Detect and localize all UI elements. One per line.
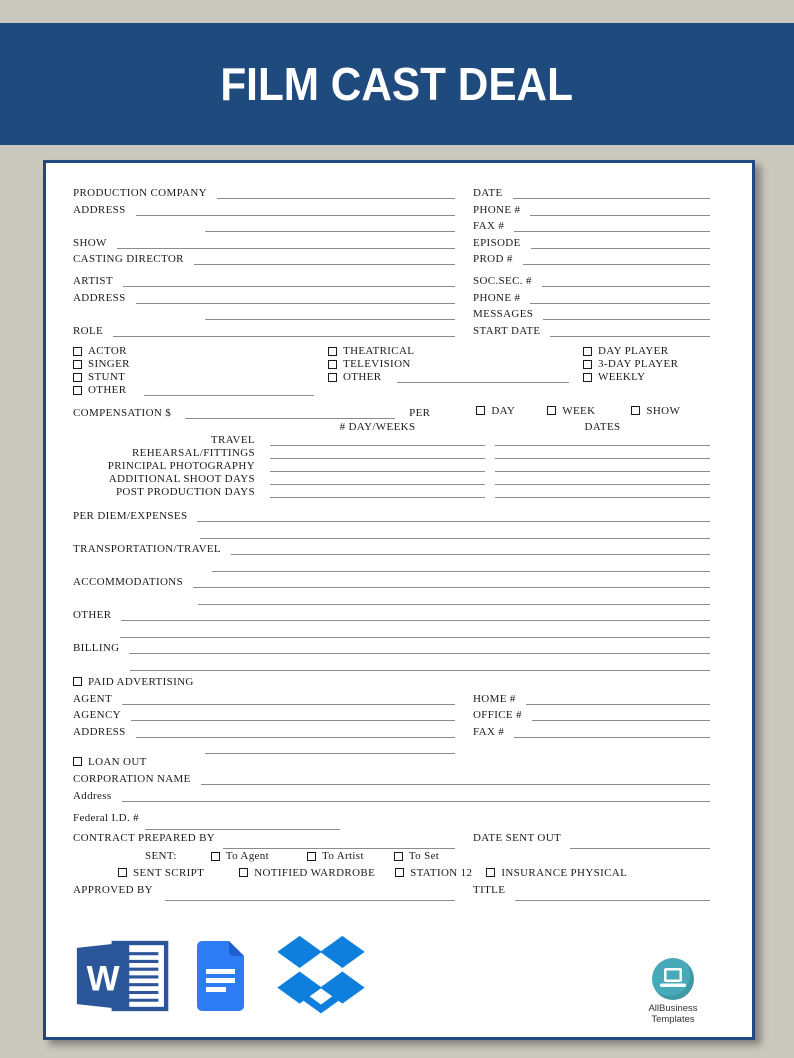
laptop-icon	[652, 958, 694, 1000]
per-week-checkbox[interactable]	[547, 406, 556, 415]
checkbox-label: DAY	[491, 404, 516, 417]
field-label: SOC.SEC. #	[473, 275, 532, 288]
soc-sec-field[interactable]	[542, 283, 710, 287]
to-set-checkbox[interactable]	[394, 852, 403, 861]
expense-row	[73, 506, 710, 523]
checkbox-label: WEEKLY	[598, 371, 646, 384]
field-label: OTHER	[73, 609, 112, 622]
form-row	[73, 216, 710, 232]
checkbox-label: DAY PLAYER	[598, 345, 669, 358]
page-title: FILM CAST DEAL	[220, 58, 574, 110]
notified-wardrobe-checkbox[interactable]	[239, 868, 248, 877]
billing-continuation-field[interactable]	[130, 667, 710, 671]
other-continuation-field[interactable]	[120, 634, 710, 638]
compensation-field[interactable]	[185, 415, 395, 419]
accommodations-field[interactable]	[193, 584, 710, 588]
per-label: PER	[409, 406, 431, 419]
field-label: PRODUCTION COMPANY	[73, 187, 207, 200]
per-diem-field[interactable]	[197, 518, 710, 522]
compensation-row	[73, 403, 710, 419]
billing-field[interactable]	[129, 650, 710, 654]
checkbox-label: TELEVISION	[343, 358, 411, 371]
start-date-field[interactable]	[550, 333, 710, 337]
artist-address-field[interactable]	[136, 300, 455, 304]
field-label: FAX #	[473, 220, 505, 233]
other-role-field[interactable]	[144, 392, 314, 396]
field-label: PROD #	[473, 252, 513, 265]
form-row	[73, 199, 710, 215]
checkbox-row	[73, 371, 710, 384]
role-field[interactable]	[113, 333, 455, 337]
to-agent-checkbox[interactable]	[211, 852, 220, 861]
form-row	[73, 320, 710, 336]
agent-address-continuation-field[interactable]	[205, 750, 455, 754]
address-field[interactable]	[136, 212, 455, 216]
federal-id-field[interactable]	[145, 826, 340, 830]
per-show-checkbox[interactable]	[631, 406, 640, 415]
agent-field[interactable]	[122, 701, 455, 705]
schedule-row	[73, 472, 710, 485]
field-label: ADDRESS	[73, 203, 126, 216]
schedule-row	[73, 446, 710, 459]
checkbox-label: THEATRICAL	[343, 345, 415, 358]
rehearsal-dates-field[interactable]	[495, 455, 710, 459]
checkbox-label: WEEK	[562, 404, 596, 417]
field-label: Address	[73, 789, 112, 802]
checkbox-label: STUNT	[88, 371, 126, 384]
field-label: PHONE #	[473, 203, 521, 216]
transportation-continuation-field[interactable]	[212, 568, 710, 572]
field-label: Federal I.D. #	[73, 811, 139, 824]
form-content	[73, 183, 710, 1015]
expense-row	[73, 638, 710, 655]
stunt-checkbox[interactable]	[73, 373, 82, 382]
compensation-label: COMPENSATION $	[73, 406, 172, 419]
google-docs-icon[interactable]	[192, 940, 249, 1012]
schedule-row	[73, 459, 710, 472]
schedule-row-label: REHEARSAL/FITTINGS	[131, 446, 255, 459]
form-row	[73, 830, 710, 844]
corporation-address-field[interactable]	[122, 798, 710, 802]
field-label: CONTRACT PREPARED BY	[73, 831, 216, 844]
checkbox-label: PAID ADVERTISING	[88, 675, 194, 688]
field-label: AGENCY	[73, 709, 121, 722]
checkbox-label: SENT SCRIPT	[133, 866, 205, 879]
form-row	[73, 689, 710, 705]
form-row	[73, 705, 710, 721]
schedule-row-label: TRAVEL	[210, 433, 255, 446]
other-field[interactable]	[121, 617, 710, 621]
schedule-row-label: PRINCIPAL PHOTOGRAPHY	[107, 459, 255, 472]
field-label: APPROVED BY	[73, 883, 153, 896]
schedule-row	[73, 433, 710, 446]
loan-out-row	[73, 754, 710, 769]
theatrical-checkbox[interactable]	[328, 347, 337, 356]
form-row	[73, 304, 710, 320]
paid-advertising-row	[73, 675, 710, 689]
field-label: TITLE	[473, 883, 506, 896]
checkbox-label: INSURANCE PHYSICAL	[501, 866, 628, 879]
corporation-name-field[interactable]	[201, 781, 710, 785]
format-icons-row	[73, 937, 710, 1015]
logo-text: AllBusiness Templates	[648, 1002, 698, 1025]
form-row	[73, 721, 710, 737]
artist-field[interactable]	[123, 283, 455, 287]
field-label: PER DIEM/EXPENSES	[73, 510, 188, 523]
agent-fax-field[interactable]	[514, 734, 710, 738]
field-label: OFFICE #	[473, 709, 522, 722]
dropbox-icon[interactable]	[273, 935, 369, 1017]
checkbox-label: STATION 12	[410, 866, 473, 879]
photography-days-field[interactable]	[270, 468, 485, 472]
sent-script-checkbox[interactable]	[118, 868, 127, 877]
per-diem-continuation-field[interactable]	[200, 535, 710, 539]
checkbox-row	[73, 358, 710, 371]
form-row	[73, 882, 710, 896]
other-role-checkbox[interactable]	[73, 386, 82, 395]
form-row	[73, 738, 710, 754]
form-panel	[43, 160, 755, 1040]
field-label: FAX #	[473, 725, 505, 738]
date-sent-out-field[interactable]	[570, 845, 710, 849]
dates-header: DATES	[584, 420, 621, 433]
form-row	[73, 249, 710, 265]
checkbox-label: ACTOR	[88, 345, 127, 358]
prod-number-field[interactable]	[523, 261, 710, 265]
photography-dates-field[interactable]	[495, 468, 710, 472]
field-label: HOME #	[473, 692, 516, 705]
station-12-checkbox[interactable]	[395, 868, 404, 877]
checkbox-row	[73, 345, 710, 358]
checkbox-label: To Set	[408, 850, 440, 863]
schedule-header-row	[73, 419, 710, 433]
additional-dates-field[interactable]	[495, 481, 710, 485]
schedule-row	[73, 485, 710, 498]
expense-row	[73, 572, 710, 589]
artist-address-continuation-field[interactable]	[205, 316, 455, 320]
day-player-checkbox[interactable]	[583, 347, 592, 356]
rehearsal-days-field[interactable]	[270, 455, 485, 459]
schedule-row-label: POST PRODUCTION DAYS	[115, 485, 255, 498]
checkbox-label: NOTIFIED WARDROBE	[254, 866, 376, 879]
address-continuation-field[interactable]	[205, 228, 455, 232]
svg-text:W: W	[86, 959, 120, 999]
messages-field[interactable]	[543, 316, 710, 320]
artist-phone-field[interactable]	[530, 300, 710, 304]
production-company-field[interactable]	[217, 195, 455, 199]
weekly-checkbox[interactable]	[583, 373, 592, 382]
additional-days-field[interactable]	[270, 481, 485, 485]
field-label: PHONE #	[473, 291, 521, 304]
allbusinesstemplates-logo[interactable]	[630, 958, 716, 1025]
casting-director-field[interactable]	[194, 261, 455, 265]
show-field[interactable]	[117, 245, 455, 249]
checkbox-label: OTHER	[88, 384, 127, 397]
checkbox-label: To Agent	[225, 850, 270, 863]
office-phone-field[interactable]	[532, 717, 710, 721]
transportation-field[interactable]	[231, 551, 710, 555]
form-row	[73, 183, 710, 199]
paid-advertising-checkbox[interactable]	[73, 677, 82, 686]
singer-checkbox[interactable]	[73, 360, 82, 369]
accommodations-continuation-field[interactable]	[198, 601, 710, 605]
episode-field[interactable]	[531, 245, 710, 249]
insurance-physical-checkbox[interactable]	[486, 868, 495, 877]
header-band	[0, 23, 794, 145]
form-row	[73, 232, 710, 248]
field-label: CASTING DIRECTOR	[73, 252, 184, 265]
field-label: BILLING	[73, 642, 120, 655]
field-label: START DATE	[473, 324, 541, 337]
travel-dates-field[interactable]	[495, 442, 710, 446]
other-medium-checkbox[interactable]	[328, 373, 337, 382]
checkbox-label: 3-DAY PLAYER	[598, 358, 679, 371]
field-label: ADDRESS	[73, 725, 126, 738]
field-label: TRANSPORTATION/TRAVEL	[73, 543, 222, 556]
other-medium-field[interactable]	[397, 379, 569, 383]
ms-word-icon[interactable]	[73, 938, 170, 1014]
field-label: EPISODE	[473, 236, 521, 249]
to-artist-checkbox[interactable]	[307, 852, 316, 861]
title-field[interactable]	[515, 897, 710, 901]
status-row	[73, 864, 710, 882]
field-label: ARTIST	[73, 275, 113, 288]
checkbox-label: SINGER	[88, 358, 130, 371]
expense-row	[73, 605, 710, 622]
post-production-days-field[interactable]	[270, 494, 485, 498]
checkbox-label: LOAN OUT	[88, 755, 147, 768]
field-label: MESSAGES	[473, 308, 534, 321]
checkbox-label: SHOW	[646, 404, 681, 417]
field-label: DATE SENT OUT	[473, 831, 562, 844]
home-phone-field[interactable]	[526, 701, 710, 705]
sent-label: SENT:	[145, 850, 177, 863]
loan-out-checkbox[interactable]	[73, 757, 82, 766]
television-checkbox[interactable]	[328, 360, 337, 369]
form-row	[73, 769, 710, 785]
schedule-row-label: ADDITIONAL SHOOT DAYS	[108, 472, 255, 485]
expense-row	[73, 539, 710, 556]
checkbox-label: To Artist	[322, 850, 364, 863]
contract-prepared-by-field[interactable]	[223, 845, 455, 849]
field-label: AGENT	[73, 692, 113, 705]
travel-days-field[interactable]	[270, 442, 485, 446]
checkbox-row	[73, 384, 710, 397]
field-label: ACCOMMODATIONS	[73, 576, 184, 589]
three-day-player-checkbox[interactable]	[583, 360, 592, 369]
date-field[interactable]	[513, 195, 710, 199]
actor-checkbox[interactable]	[73, 347, 82, 356]
form-row	[73, 271, 710, 287]
approved-by-field[interactable]	[165, 897, 455, 901]
post-production-dates-field[interactable]	[495, 494, 710, 498]
form-row	[73, 287, 710, 303]
agent-address-field[interactable]	[136, 734, 455, 738]
field-label: DATE	[473, 187, 503, 200]
sent-row	[73, 849, 710, 864]
field-label: SHOW	[73, 236, 107, 249]
field-label: ROLE	[73, 324, 104, 337]
phone-field[interactable]	[530, 212, 710, 216]
form-row	[73, 785, 710, 801]
per-day-checkbox[interactable]	[476, 406, 485, 415]
days-weeks-header: # DAY/WEEKS	[339, 420, 416, 433]
field-label: CORPORATION NAME	[73, 773, 191, 786]
field-label: ADDRESS	[73, 291, 126, 304]
agency-field[interactable]	[131, 717, 455, 721]
checkbox-label: OTHER	[343, 371, 382, 384]
fax-field[interactable]	[514, 228, 710, 232]
